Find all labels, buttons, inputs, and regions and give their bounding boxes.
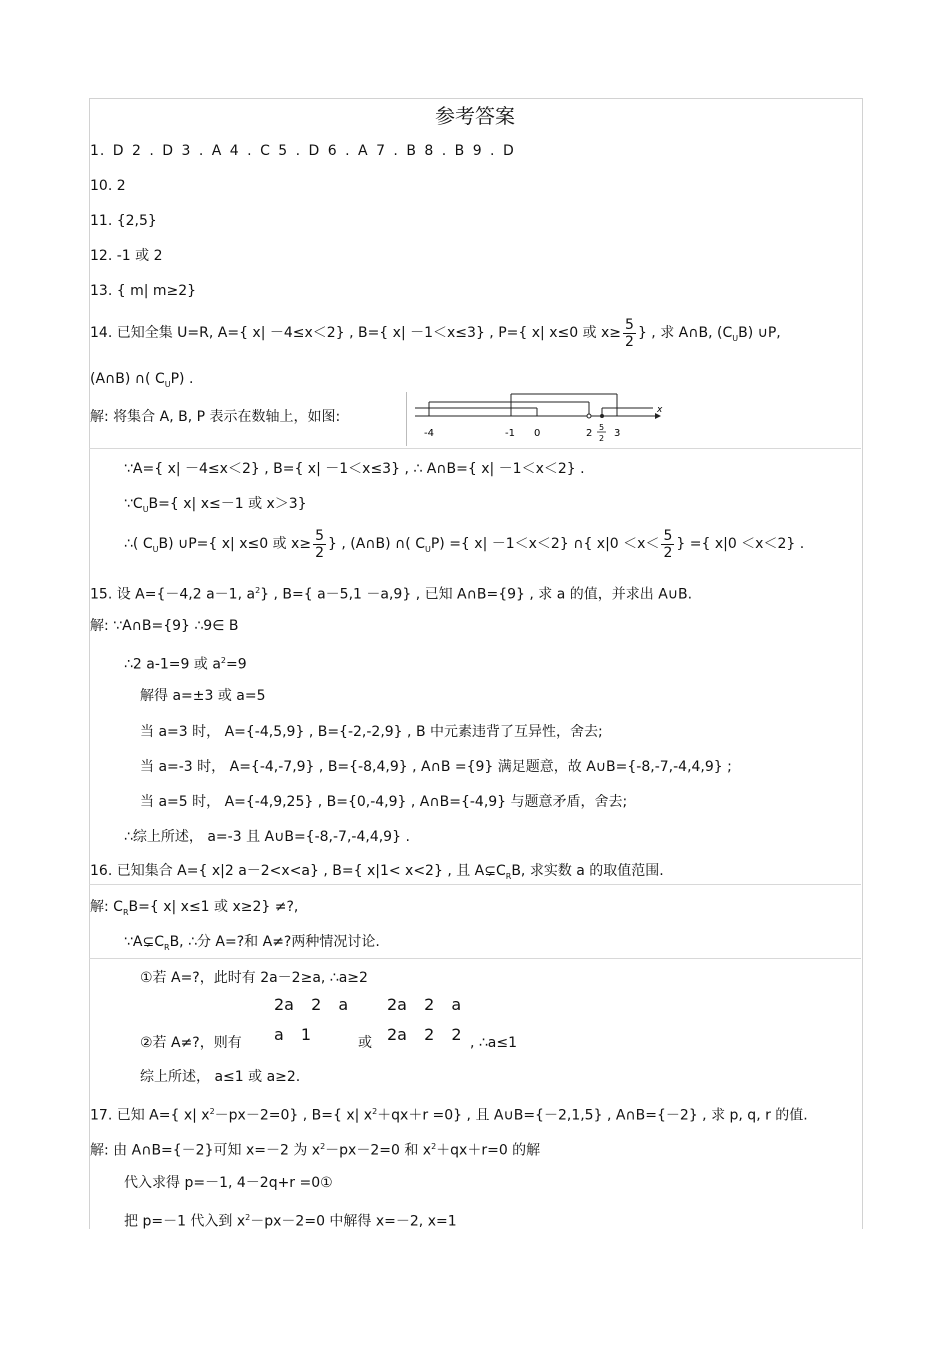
tick-label: 5 — [599, 423, 605, 432]
q16-sol-3: ①若 A=?，此时有 2a－2≥a, ∴a≥2 — [140, 970, 368, 986]
q15-sol-4: 当 a=3 时， A={-4,5,9} , B={-2,-2,9} , B 中元素违背了互异性，舍去; — [140, 724, 603, 740]
tick-label: 2 — [586, 428, 593, 439]
number-line-svg — [407, 392, 665, 446]
tick-label: -4 — [424, 428, 434, 439]
answer-13: 13. { m| m≥2} — [90, 283, 197, 299]
q15-sol-5: 当 a=-3 时， A={-4,-7,9} , B={-8,4,9} , A∩B ={9} 满足题意，故 A∪B={-8,-7,-4,4,9} ; — [140, 759, 732, 775]
q16-sol-5: 综上所述， a≤1 或 a≥2. — [140, 1069, 301, 1085]
fraction: $\frac{5}{2}$ — [663, 527, 673, 561]
number-line-figure — [406, 392, 665, 446]
answer-mc: 1. D 2 . D 3 . A 4 . C 5 . D 6 . A 7 . B 8 . B 9 . D — [90, 143, 515, 159]
q14-line1: ∵A={ x| －4≤x＜2} , B={ x| －1＜x≤3} , ∴ A∩B={ x| －1＜x＜2} . — [124, 461, 585, 477]
q15-sol-6: 当 a=5 时， A={-4,9,25} , B={0,-4,9} , A∩B={-4,9} 与题意矛盾，舍去; — [140, 794, 628, 810]
q14-line2: $\because C_UB=${ x| x≤－1 或 x＞3} — [124, 496, 307, 514]
system-1-row2: a 1 — [274, 1025, 312, 1044]
tick-label: 3 — [614, 428, 621, 439]
q16-stem: 16. 已知集合 A={ x|2 a－2<x<a} , B={ x|1< x<2} , 且 $A⊊C_RB$, 求实数 a 的取值范围. — [90, 863, 664, 881]
q15-sol-2: ∴2 a-1=9 或 $a^2=9$ — [124, 656, 247, 673]
q15-sol-7: ∴综上所述， a=-3 且 A∪B={-8,-7,-4,4,9} . — [124, 829, 410, 845]
q16-sol-4-or: 或 — [358, 1035, 372, 1051]
answer-12: 12. -1 或 2 — [90, 248, 163, 264]
q17-sol-2: 代入求得 p=－1, 4－2q+r =0① — [124, 1175, 333, 1191]
system-2-row2: 2a 2 2 — [387, 1025, 462, 1044]
q16-sol-4-label: ②若 A≠?，则有 — [140, 1035, 242, 1051]
tick-label: -1 — [505, 428, 515, 439]
q14-stem: 14. 已知全集 U=R, A={ x| －4≤x＜2} , B={ x| －1＜x≤3} , P={ x| x≤0 或 x≥ $\frac{5}{2}$ } , 求 A∩B, $(C_UB)$ ∪P, — [90, 316, 781, 350]
q14-solution-intro: 解: 将集合 A, B, P 表示在数轴上，如图: — [90, 409, 341, 425]
axis-label: x — [657, 405, 663, 415]
q17-stem: 17. 已知 A={ x| $x^2-px-2=0$} , B={ x| $x^2+qx+r =0$} , 且 A∪B={－2,1,5} , A∩B={－2} , 求 p, q, r 的值. — [90, 1107, 808, 1124]
q14-line3: ∴( $C_UB$) ∪P={ x| x≤0 或 x≥ $\frac{5}{2}$ } , (A∩B) ∩( $C_UP$) ={ x| －1＜x＜2} ∩{ x|0 ＜x＜ $\frac{5}{2}$ } ={ x|0 ＜x＜2} . — [124, 527, 805, 561]
q17-sol-3: 把 p=－1 代入到 $x^2-px-2=0$ 中解得 x=－2, x=1 — [124, 1213, 457, 1230]
tick-label: 0 — [534, 428, 541, 439]
system-1-row1: 2a 2 a — [274, 995, 349, 1014]
q15-sol-3: 解得 a=±3 或 a=5 — [140, 688, 266, 704]
divider — [89, 958, 861, 959]
q14-stem-cont: (A∩B) ∩( $C_UP$) . — [90, 371, 194, 389]
q15-sol-1: 解: ∵A∩B={9} ∴9∈ B — [90, 618, 239, 634]
tick-label: 2 — [599, 434, 605, 443]
divider — [89, 448, 861, 449]
q17-sol-1: 解: 由 A∩B={－2}可知 x=－2 为 $x^2-px-2=0$ 和 $x^2+qx+r=0$ 的解 — [90, 1142, 541, 1159]
q16-sol-4-result: , ∴a≤1 — [470, 1035, 518, 1051]
fraction: $\frac{5}{2}$ — [315, 527, 324, 561]
answer-10: 10. 2 — [90, 178, 126, 194]
system-2-row1: 2a 2 a — [387, 995, 462, 1014]
q16-sol-2: $\because A⊊C_RB$, ∴分 A=?和 A≠?两种情况讨论. — [124, 934, 380, 952]
q16-sol-1: 解: $C_RB=${ x| x≤1 或 x≥2} ≠?, — [90, 899, 299, 917]
q15-stem: 15. 设 A={－4,2 a－1, $a^2$} , B={ a－5,1 －a,9} , 已知 A∩B={9} , 求 a 的值，并求出 A∪B. — [90, 586, 693, 603]
answer-11: 11. {2,5} — [90, 213, 157, 229]
fraction: $\frac{5}{2}$ — [625, 316, 634, 350]
page-title: 参考答案 — [435, 104, 515, 128]
